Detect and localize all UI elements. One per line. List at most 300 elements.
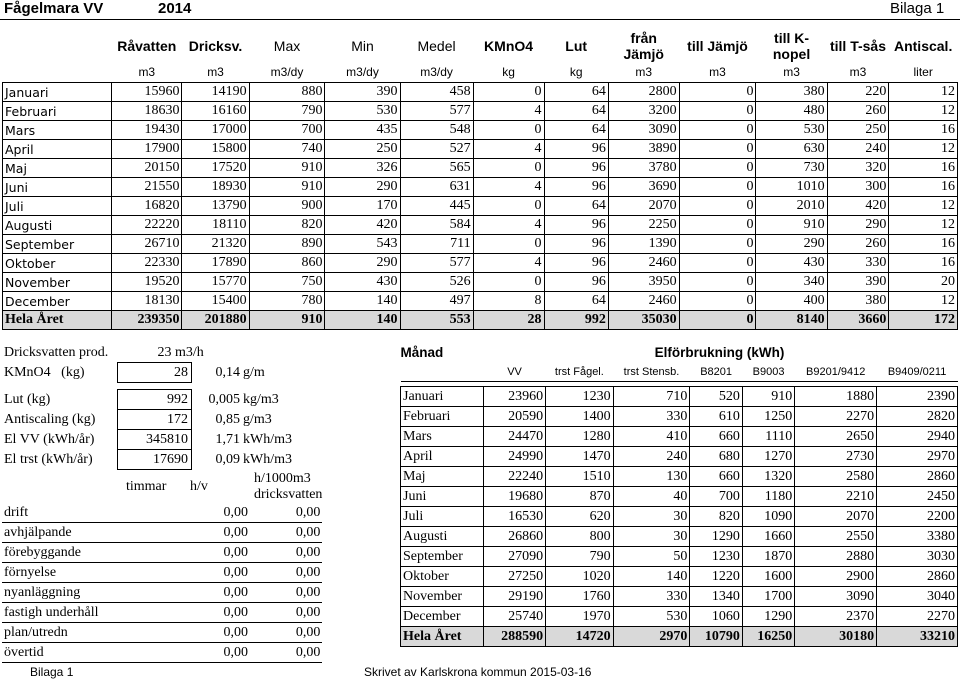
table-row <box>3 216 958 235</box>
table-cell: 64 <box>544 121 608 140</box>
unit-label: m3 <box>756 62 827 83</box>
table-cell: 3890 <box>608 140 679 159</box>
table-cell: 390 <box>325 83 400 102</box>
table-cell: 2860 <box>877 467 958 487</box>
table-row <box>401 587 958 607</box>
maintenance-row <box>2 583 322 603</box>
table-cell: 526 <box>400 273 473 292</box>
param-label: Antiscaling (kg) <box>4 411 96 427</box>
param-row <box>2 430 383 450</box>
param-value: 345810 <box>118 430 192 450</box>
table-cell: 2210 <box>795 487 877 507</box>
table-cell: 710 <box>613 387 690 407</box>
param-per: 0,005 <box>208 391 240 407</box>
table-cell: 1400 <box>546 407 614 427</box>
table-cell: 0 <box>473 121 544 140</box>
month-label: November <box>3 273 112 292</box>
maintenance-rows <box>2 503 322 663</box>
table-cell: 380 <box>756 83 827 102</box>
maintenance-hours-per-volume: 0,00 <box>250 563 322 583</box>
table-cell: 250 <box>827 121 889 140</box>
maintenance-label: förebyggande <box>2 543 122 563</box>
table-cell: 1390 <box>608 235 679 254</box>
table-cell: 1290 <box>742 607 794 627</box>
maintenance-hours-per-week: 0,00 <box>186 603 250 623</box>
table-cell: 458 <box>400 83 473 102</box>
col-header: KMnO4 <box>484 38 534 54</box>
table-cell: 2800 <box>608 83 679 102</box>
electricity-column-row <box>401 362 958 382</box>
param-per: 0,09 <box>215 451 240 467</box>
col-header: från Jämjö <box>623 30 664 62</box>
table-row <box>401 527 958 547</box>
table-cell: 96 <box>544 216 608 235</box>
col-header: trst Fågel. <box>546 362 614 382</box>
total-label: Hela Året <box>401 627 484 647</box>
month-label: September <box>401 547 484 567</box>
month-label: Oktober <box>3 254 112 273</box>
table-row <box>3 121 958 140</box>
month-label: April <box>3 140 112 159</box>
table-cell: 140 <box>325 292 400 311</box>
table-cell: 320 <box>827 159 889 178</box>
electricity-table <box>400 343 958 647</box>
table-cell: 140 <box>613 567 690 587</box>
table-row <box>3 292 958 311</box>
table-cell: 530 <box>325 102 400 121</box>
month-label: April <box>401 447 484 467</box>
param-per: 0,85 <box>215 411 240 427</box>
table-cell: 1510 <box>546 467 614 487</box>
table-cell: 380 <box>827 292 889 311</box>
table-row <box>3 235 958 254</box>
table-cell: 2550 <box>795 527 877 547</box>
table-cell: 15800 <box>182 140 249 159</box>
table-cell: 17000 <box>182 121 249 140</box>
table-cell: 290 <box>827 216 889 235</box>
total-cell: 140 <box>325 311 400 330</box>
table-cell: 820 <box>690 507 742 527</box>
table-cell: 340 <box>756 273 827 292</box>
col-header: h/v <box>190 479 208 494</box>
table-cell: 23960 <box>484 387 546 407</box>
table-row <box>3 197 958 216</box>
table-row <box>401 387 958 407</box>
param-label: El trst (kWh/år) <box>4 451 93 467</box>
month-label: Augusti <box>3 216 112 235</box>
table-cell: 860 <box>249 254 325 273</box>
table-cell: 565 <box>400 159 473 178</box>
table-cell: 1760 <box>546 587 614 607</box>
total-cell: 3660 <box>827 311 889 330</box>
table-cell: 880 <box>249 83 325 102</box>
param-row <box>2 450 383 470</box>
maintenance-hours-per-volume: 0,00 <box>250 503 322 523</box>
month-label: Februari <box>401 407 484 427</box>
table-cell: 0 <box>679 273 756 292</box>
maintenance-label: drift <box>2 503 122 523</box>
table-cell: 300 <box>827 178 889 197</box>
col-header: B9003 <box>742 362 794 382</box>
total-cell: 14720 <box>546 627 614 647</box>
maintenance-row <box>2 543 322 563</box>
table-cell: 3690 <box>608 178 679 197</box>
table-row <box>3 273 958 292</box>
total-row <box>401 627 958 647</box>
table-cell: 3030 <box>877 547 958 567</box>
month-label: Maj <box>401 467 484 487</box>
col-header: Lut <box>565 38 588 54</box>
table-cell: 14190 <box>182 83 249 102</box>
table-cell: 2580 <box>795 467 877 487</box>
maintenance-hours-per-week: 0,00 <box>186 583 250 603</box>
table-row <box>401 507 958 527</box>
table-row <box>3 159 958 178</box>
table-cell: 16 <box>889 121 958 140</box>
table-cell: 0 <box>473 197 544 216</box>
table-cell: 497 <box>400 292 473 311</box>
param-unit: g/m <box>243 364 265 380</box>
table-cell: 16530 <box>484 507 546 527</box>
table-cell: 0 <box>679 83 756 102</box>
maintenance-label: fastigh underhåll <box>2 603 122 623</box>
total-cell: 0 <box>679 311 756 330</box>
table-cell: 1270 <box>742 447 794 467</box>
total-row <box>3 311 958 330</box>
table-cell: 2460 <box>608 254 679 273</box>
table-cell: 445 <box>400 197 473 216</box>
table-cell: 2820 <box>877 407 958 427</box>
table-cell: 420 <box>827 197 889 216</box>
unit-label: m3/dy <box>249 62 325 83</box>
table-cell: 730 <box>756 159 827 178</box>
table-cell: 64 <box>544 197 608 216</box>
table-cell: 1970 <box>546 607 614 627</box>
table-cell: 20590 <box>484 407 546 427</box>
table-row <box>401 547 958 567</box>
maintenance-label: förnyelse <box>2 563 122 583</box>
month-label: December <box>401 607 484 627</box>
electricity-title: Elförbrukning (kWh) <box>654 345 785 360</box>
table-cell: 170 <box>325 197 400 216</box>
total-cell: 288590 <box>484 627 546 647</box>
table-cell: 21320 <box>182 235 249 254</box>
maintenance-row <box>2 563 322 583</box>
table-cell: 30 <box>613 507 690 527</box>
unit-label: kg <box>544 62 608 83</box>
table-cell: 29190 <box>484 587 546 607</box>
table-cell: 3200 <box>608 102 679 121</box>
total-cell: 239350 <box>112 311 182 330</box>
table-cell: 420 <box>325 216 400 235</box>
table-cell: 260 <box>827 102 889 121</box>
month-label: Januari <box>401 387 484 407</box>
table-cell: 12 <box>889 83 958 102</box>
table-cell: 2250 <box>608 216 679 235</box>
month-label: Augusti <box>401 527 484 547</box>
table-cell: 240 <box>827 140 889 159</box>
table-cell: 96 <box>544 178 608 197</box>
table-cell: 430 <box>325 273 400 292</box>
table-cell: 630 <box>756 140 827 159</box>
table-cell: 1010 <box>756 178 827 197</box>
maintenance-hours <box>2 471 322 663</box>
table-cell: 0 <box>679 254 756 273</box>
table-cell: 22240 <box>484 467 546 487</box>
table-cell: 130 <box>613 467 690 487</box>
param-row <box>2 390 383 410</box>
table-cell: 18110 <box>182 216 249 235</box>
table-cell: 2730 <box>795 447 877 467</box>
table-cell: 820 <box>249 216 325 235</box>
maintenance-hours-per-week: 0,00 <box>186 503 250 523</box>
table-cell: 1470 <box>546 447 614 467</box>
table-cell: 430 <box>756 254 827 273</box>
table-cell: 3040 <box>877 587 958 607</box>
col-header: trst Stensb. <box>613 362 690 382</box>
table-cell: 3090 <box>608 121 679 140</box>
table-cell: 2200 <box>877 507 958 527</box>
table-cell: 780 <box>249 292 325 311</box>
table-cell: 17520 <box>182 159 249 178</box>
table-cell: 2450 <box>877 487 958 507</box>
table-cell: 0 <box>679 197 756 216</box>
table-cell: 2010 <box>756 197 827 216</box>
table-cell: 16820 <box>112 197 182 216</box>
table-cell: 530 <box>613 607 690 627</box>
table-cell: 1290 <box>690 527 742 547</box>
table-row <box>401 567 958 587</box>
table-cell: 1250 <box>742 407 794 427</box>
table-cell: 1230 <box>690 547 742 567</box>
footer-author: Skrivet av Karlskrona kommun 2015-03-16 <box>364 665 592 679</box>
maintenance-hours-per-week: 0,00 <box>186 563 250 583</box>
table-cell: 240 <box>613 447 690 467</box>
table-cell: 910 <box>742 387 794 407</box>
table-cell: 790 <box>249 102 325 121</box>
col-header: till K-nopel <box>772 30 811 62</box>
maintenance-hours-per-volume: 0,00 <box>250 583 322 603</box>
total-cell: 172 <box>889 311 958 330</box>
maintenance-hours-per-week: 0,00 <box>186 543 250 563</box>
attachment-label: Bilaga 1 <box>890 0 945 17</box>
unit-label: m3 <box>112 62 182 83</box>
unit-label: m3 <box>827 62 889 83</box>
table-row <box>401 407 958 427</box>
maintenance-hours-per-volume: 0,00 <box>250 643 322 663</box>
total-cell: 201880 <box>182 311 249 330</box>
month-label: Maj <box>3 159 112 178</box>
col-header: Antiscal. <box>893 38 953 54</box>
table-cell: 3380 <box>877 527 958 547</box>
total-label: Hela Året <box>3 311 112 330</box>
unit-label: m3 <box>182 62 249 83</box>
unit-label: m3/dy <box>325 62 400 83</box>
table-cell: 1660 <box>742 527 794 547</box>
table-cell: 4 <box>473 102 544 121</box>
month-label: Juli <box>401 507 484 527</box>
table-cell: 18630 <box>112 102 182 121</box>
table-cell: 18930 <box>182 178 249 197</box>
total-cell: 2970 <box>613 627 690 647</box>
param-value: 172 <box>118 410 192 430</box>
total-cell: 8140 <box>756 311 827 330</box>
table-cell: 12 <box>889 102 958 121</box>
maintenance-empty <box>122 563 186 583</box>
table-cell: 2370 <box>795 607 877 627</box>
total-cell: 28 <box>473 311 544 330</box>
table-cell: 577 <box>400 254 473 273</box>
table-cell: 1700 <box>742 587 794 607</box>
table-cell: 1220 <box>690 567 742 587</box>
production-parameters <box>2 343 383 470</box>
col-header: till T-sås <box>829 38 886 54</box>
unit-label: m3/dy <box>400 62 473 83</box>
col-header: B9201/9412 <box>795 362 877 382</box>
table-cell: 17890 <box>182 254 249 273</box>
total-cell: 30180 <box>795 627 877 647</box>
table-cell: 22330 <box>112 254 182 273</box>
unit-label: kg <box>473 62 544 83</box>
table-cell: 40 <box>613 487 690 507</box>
param-row <box>2 363 383 383</box>
maintenance-hours-per-week: 0,00 <box>186 643 250 663</box>
table-cell: 520 <box>690 387 742 407</box>
table-cell: 64 <box>544 292 608 311</box>
table-cell: 290 <box>325 178 400 197</box>
table-cell: 1180 <box>742 487 794 507</box>
table-cell: 0 <box>679 178 756 197</box>
param-label: Dricksvatten prod. <box>4 344 109 360</box>
table-cell: 16160 <box>182 102 249 121</box>
table-cell: 1060 <box>690 607 742 627</box>
table-cell: 1090 <box>742 507 794 527</box>
corner-cell <box>3 62 112 83</box>
table-cell: 660 <box>690 467 742 487</box>
total-cell: 553 <box>400 311 473 330</box>
table-cell: 30 <box>613 527 690 547</box>
maintenance-label: nyanläggning <box>2 583 122 603</box>
table-cell: 2860 <box>877 567 958 587</box>
table-cell: 2270 <box>877 607 958 627</box>
maintenance-row <box>2 603 322 623</box>
table-cell: 0 <box>679 140 756 159</box>
table-row <box>401 487 958 507</box>
table-cell: 330 <box>613 587 690 607</box>
table-cell: 4 <box>473 178 544 197</box>
table-cell: 0 <box>679 121 756 140</box>
corner-cell <box>3 30 112 62</box>
table-cell: 1230 <box>546 387 614 407</box>
table-cell: 870 <box>546 487 614 507</box>
table-cell: 0 <box>679 159 756 178</box>
param-rows <box>2 390 383 470</box>
param-label: Lut (kg) <box>4 391 51 407</box>
table-cell: 1340 <box>690 587 742 607</box>
table-cell: 1870 <box>742 547 794 567</box>
table-cell: 8 <box>473 292 544 311</box>
param-unit: kg/m3 <box>243 391 279 407</box>
table-cell: 527 <box>400 140 473 159</box>
table-cell: 96 <box>544 235 608 254</box>
maintenance-empty <box>122 583 186 603</box>
table-cell: 250 <box>325 140 400 159</box>
table-cell: 2070 <box>608 197 679 216</box>
param-row <box>2 410 383 430</box>
table-cell: 700 <box>690 487 742 507</box>
table-cell: 290 <box>325 254 400 273</box>
year-label: 2014 <box>158 0 192 17</box>
monthly-rows <box>3 83 958 330</box>
maintenance-row <box>2 623 322 643</box>
table-cell: 3950 <box>608 273 679 292</box>
table-cell: 64 <box>544 102 608 121</box>
param-unit: g/m3 <box>243 411 272 427</box>
table-cell: 2970 <box>877 447 958 467</box>
col-header: Dricksv. <box>188 38 243 54</box>
month-label: Mars <box>3 121 112 140</box>
table-row <box>401 447 958 467</box>
month-label: November <box>401 587 484 607</box>
table-cell: 20150 <box>112 159 182 178</box>
table-cell: 27250 <box>484 567 546 587</box>
maintenance-label: plan/utredn <box>2 623 122 643</box>
table-cell: 0 <box>679 216 756 235</box>
unit-label: m3 <box>679 62 756 83</box>
table-row <box>401 607 958 627</box>
table-cell: 548 <box>400 121 473 140</box>
table-cell: 1280 <box>546 427 614 447</box>
month-label: Mars <box>401 427 484 447</box>
table-cell: 4 <box>473 254 544 273</box>
table-cell: 1110 <box>742 427 794 447</box>
table-cell: 290 <box>756 235 827 254</box>
month-label: Juni <box>401 487 484 507</box>
total-cell: 992 <box>544 311 608 330</box>
col-header: B8201 <box>690 362 742 382</box>
table-cell: 96 <box>544 140 608 159</box>
table-cell: 19680 <box>484 487 546 507</box>
table-cell: 0 <box>473 235 544 254</box>
month-label: Juni <box>3 178 112 197</box>
maintenance-empty <box>122 643 186 663</box>
total-cell: 10790 <box>690 627 742 647</box>
table-cell: 620 <box>546 507 614 527</box>
table-cell: 410 <box>613 427 690 447</box>
maintenance-header-row <box>2 471 322 503</box>
table-cell: 96 <box>544 273 608 292</box>
maintenance-row <box>2 523 322 543</box>
table-cell: 800 <box>546 527 614 547</box>
col-header: h/1000m3 dricksvatten <box>254 471 323 502</box>
table-cell: 12 <box>889 140 958 159</box>
maintenance-empty <box>122 523 186 543</box>
table-row <box>3 102 958 121</box>
electricity-rows <box>401 387 958 647</box>
table-cell: 584 <box>400 216 473 235</box>
col-header: Max <box>273 38 301 54</box>
table-cell: 0 <box>679 102 756 121</box>
maintenance-row <box>2 643 322 663</box>
table-cell: 0 <box>473 159 544 178</box>
table-cell: 910 <box>756 216 827 235</box>
param-unit: kWh/m3 <box>243 431 292 447</box>
total-cell: 910 <box>249 311 325 330</box>
table-cell: 330 <box>613 407 690 427</box>
table-cell: 16 <box>889 235 958 254</box>
total-cell: 16250 <box>742 627 794 647</box>
table-cell: 15960 <box>112 83 182 102</box>
